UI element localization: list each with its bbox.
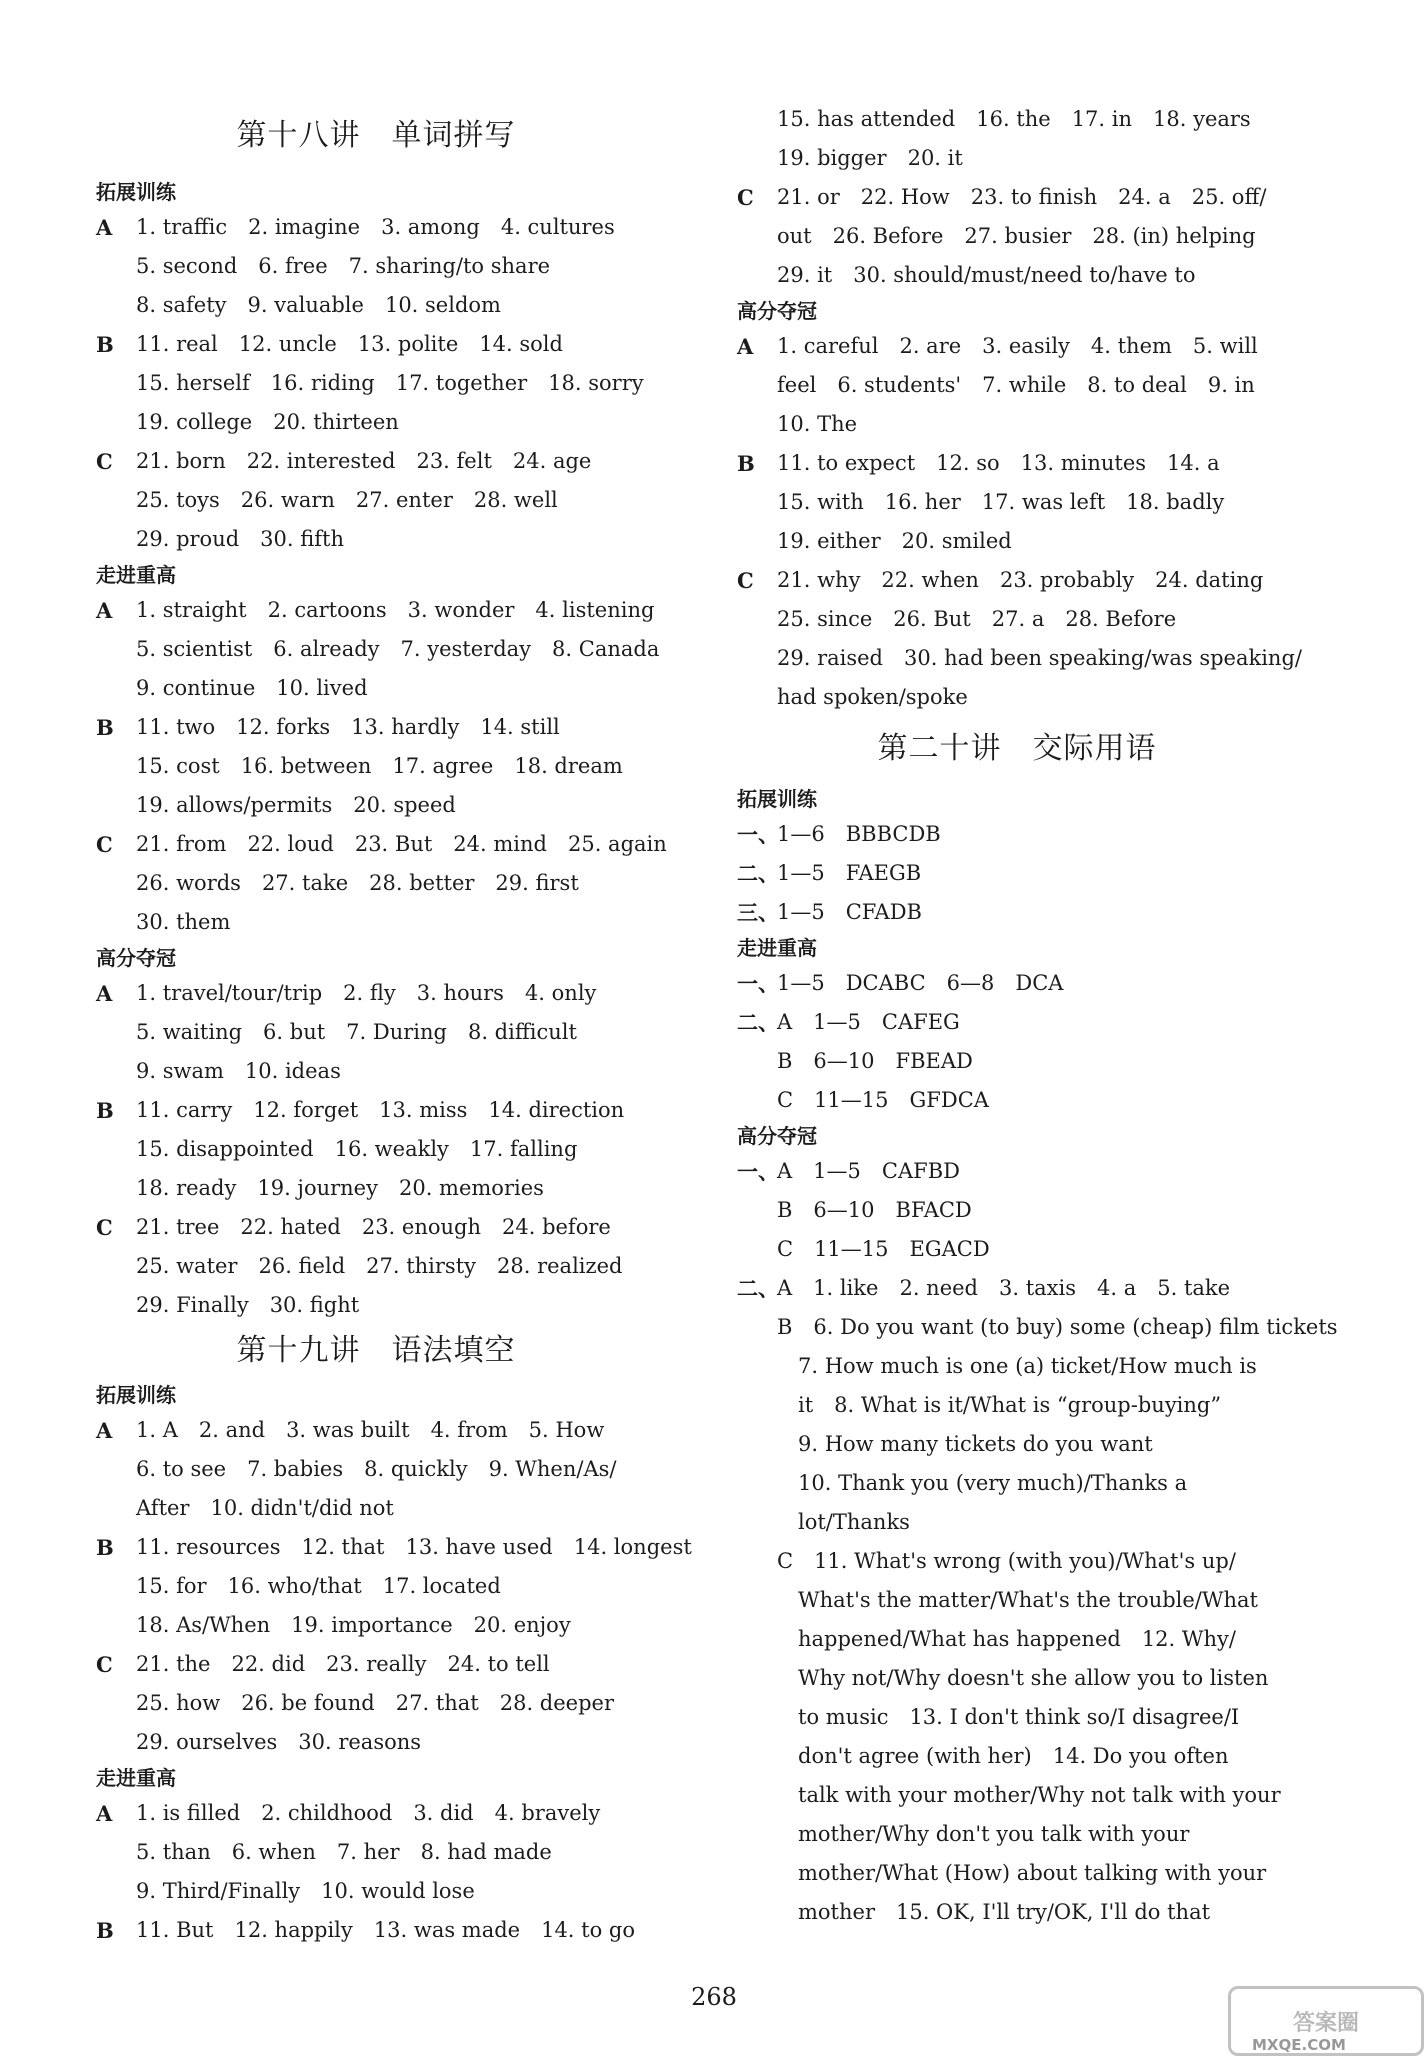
answer-line	[737, 256, 1297, 295]
answer-line	[737, 1776, 1297, 1815]
sub-label: B	[737, 451, 755, 476]
answer-text: After 10. didn't/did not	[136, 1496, 394, 1520]
answer-text: What's the matter/What's the trouble/What	[777, 1588, 1258, 1612]
answer-line	[96, 669, 656, 708]
sub-label: A	[737, 334, 754, 359]
answer-text: 1. traffic 2. imagine 3. among 4. cultures	[136, 215, 615, 239]
answer-line	[96, 1169, 656, 1208]
lecture-20-title: 第二十讲 交际用语	[877, 731, 1157, 766]
answer-text: 29. raised 30. had been speaking/was speaking/	[777, 646, 1302, 670]
answer-text: 21. born 22. interested 23. felt 24. age	[136, 449, 592, 473]
answer-line	[96, 786, 656, 825]
answer-line	[737, 854, 1297, 893]
answer-line	[737, 1386, 1297, 1425]
answer-text: 29. ourselves 30. reasons	[136, 1730, 422, 1754]
answer-line	[96, 1489, 656, 1528]
answer-text: mother 15. OK, I'll try/OK, I'll do that	[777, 1900, 1211, 1924]
answer-line	[737, 964, 1297, 1003]
answer-text: 5. than 6. when 7. her 8. had made	[136, 1840, 552, 1864]
answer-text: 19. either 20. smiled	[777, 529, 1012, 553]
lecture-19-title: 第十九讲 语法填空	[236, 1333, 516, 1368]
answer-line	[96, 864, 656, 903]
answer-line	[737, 366, 1297, 405]
answer-text: 11. two 12. forks 13. hardly 14. still	[136, 715, 560, 739]
answer-line	[96, 1645, 656, 1684]
answer-line	[737, 139, 1297, 178]
answer-text: A 1—5 CAFBD	[777, 1159, 960, 1183]
answer-text: 19. college 20. thirteen	[136, 410, 399, 434]
answer-list	[96, 1411, 692, 1762]
answer-list	[737, 815, 1297, 932]
answer-line	[96, 974, 656, 1013]
answer-line	[96, 1872, 656, 1911]
sub-label: 一、	[737, 822, 779, 847]
answer-line	[96, 630, 660, 669]
sub-label: 二、	[737, 1010, 779, 1035]
answer-text: talk with your mother/Why not talk with your	[777, 1783, 1281, 1807]
sub-label: 一、	[737, 971, 779, 996]
answer-line	[737, 1581, 1297, 1620]
answer-line	[737, 1698, 1297, 1737]
answer-text: mother/Why don't you talk with your	[777, 1822, 1190, 1846]
sub-label: C	[96, 832, 113, 857]
answer-text: 18. ready 19. journey 20. memories	[136, 1176, 544, 1200]
answer-text: 15. herself 16. riding 17. together 18. sorry	[136, 371, 644, 395]
sub-label: A	[96, 215, 113, 240]
answer-text: 1—6 BBBCDB	[777, 822, 941, 846]
answer-line	[96, 1794, 656, 1833]
answer-text: 11. But 12. happily 13. was made 14. to go	[136, 1918, 636, 1942]
answer-line	[96, 1528, 692, 1567]
answer-text: 29. proud 30. fifth	[136, 527, 344, 551]
answer-line	[737, 1347, 1297, 1386]
answer-line	[737, 100, 1297, 139]
answer-text: happened/What has happened 12. Why/	[777, 1627, 1236, 1651]
answer-line	[96, 1052, 656, 1091]
answer-line	[737, 815, 1297, 854]
answer-text: feel 6. students' 7. while 8. to deal 9. in	[777, 373, 1255, 397]
answer-text: C 11—15 GFDCA	[777, 1088, 989, 1112]
answer-line	[737, 1737, 1297, 1776]
answer-line	[96, 1567, 656, 1606]
sub-label: 三、	[737, 900, 779, 925]
answer-text: mother/What (How) about talking with your	[777, 1861, 1267, 1885]
answer-list	[96, 1794, 656, 1950]
answer-text: 11. resources 12. that 13. have used 14. longest	[136, 1535, 692, 1559]
answer-text: 15. for 16. who/that 17. located	[136, 1574, 501, 1598]
answer-text: had spoken/spoke	[777, 685, 968, 709]
answer-list	[737, 100, 1297, 295]
answer-text: Why not/Why doesn't she allow you to listen	[777, 1666, 1269, 1690]
answer-text: 7. How much is one (a) ticket/How much is	[777, 1354, 1257, 1378]
answer-line	[737, 1003, 1297, 1042]
section-title-expand: 拓展训练	[737, 787, 817, 811]
sub-label: 二、	[737, 1276, 779, 1301]
answer-text: 26. words 27. take 28. better 29. first	[136, 871, 579, 895]
answer-text: out 26. Before 27. busier 28. (in) helping	[777, 224, 1256, 248]
answer-line	[737, 178, 1297, 217]
answer-text: 21. or 22. How 23. to finish 24. a 25. off/	[777, 185, 1267, 209]
sub-label: C	[737, 185, 754, 210]
answer-text: 21. tree 22. hated 23. enough 24. before	[136, 1215, 611, 1239]
answer-text: 29. it 30. should/must/need to/have to	[777, 263, 1196, 287]
answer-line	[96, 325, 656, 364]
answer-text: don't agree (with her) 14. Do you often	[777, 1744, 1229, 1768]
section-title-expand: 拓展训练	[96, 1383, 176, 1407]
answer-text: A 1. like 2. need 3. taxis 4. a 5. take	[777, 1276, 1231, 1300]
sub-label: C	[96, 1215, 113, 1240]
answer-text: A 1—5 CAFEG	[777, 1010, 960, 1034]
sub-label: 一、	[737, 1159, 779, 1184]
answer-line	[96, 247, 656, 286]
answer-text: 19. allows/permits 20. speed	[136, 793, 456, 817]
watermark-url: MXQE.COM	[1252, 2036, 1346, 2054]
answer-text: B 6—10 FBEAD	[777, 1049, 973, 1073]
answer-text: 5. waiting 6. but 7. During 8. difficult	[136, 1020, 577, 1044]
answer-text: B 6—10 BFACD	[777, 1198, 972, 1222]
answer-line	[96, 481, 656, 520]
answer-line	[96, 825, 667, 864]
section-title-top: 高分夺冠	[737, 299, 817, 323]
answer-line	[737, 639, 1302, 678]
answer-text: to music 13. I don't think so/I disagree/I	[777, 1705, 1240, 1729]
answer-list	[96, 208, 656, 559]
answer-text: 25. water 26. field 27. thirsty 28. realized	[136, 1254, 623, 1278]
answer-line	[96, 520, 656, 559]
lecture-18-title: 第十八讲 单词拼写	[236, 118, 516, 153]
answer-text: 8. safety 9. valuable 10. seldom	[136, 293, 501, 317]
answer-line	[737, 1542, 1297, 1581]
answer-text: 1. is filled 2. childhood 3. did 4. bravely	[136, 1801, 601, 1825]
answer-line	[737, 1893, 1297, 1932]
section-title-advance: 走进重高	[96, 563, 176, 587]
answer-text: 10. The	[777, 412, 858, 436]
answer-line	[96, 208, 656, 247]
answer-text: C 11—15 EGACD	[777, 1237, 990, 1261]
answer-text: 9. How many tickets do you want	[777, 1432, 1153, 1456]
answer-text: 1. A 2. and 3. was built 4. from 5. How	[136, 1418, 605, 1442]
watermark-logo: 答案圈	[1228, 1986, 1424, 2056]
answer-line	[96, 403, 656, 442]
answer-line	[737, 1042, 1297, 1081]
answer-line	[96, 1833, 656, 1872]
answer-text: 15. cost 16. between 17. agree 18. dream	[136, 754, 623, 778]
answer-line	[737, 1191, 1297, 1230]
answer-line	[737, 1152, 1297, 1191]
answer-line	[737, 1464, 1297, 1503]
page-number: 268	[691, 1983, 737, 2011]
answer-list	[737, 327, 1302, 717]
answer-line	[96, 747, 656, 786]
answer-text: 11. real 12. uncle 13. polite 14. sold	[136, 332, 563, 356]
sub-label: B	[96, 1535, 114, 1560]
answer-line	[96, 1411, 656, 1450]
answer-line	[737, 600, 1297, 639]
answer-text: 1—5 DCABC 6—8 DCA	[777, 971, 1064, 995]
answer-line	[96, 286, 656, 325]
answer-text: 1. travel/tour/trip 2. fly 3. hours 4. only	[136, 981, 597, 1005]
answer-text: 30. them	[136, 910, 231, 934]
answer-text: 15. with 16. her 17. was left 18. badly	[777, 490, 1225, 514]
answer-text: 6. to see 7. babies 8. quickly 9. When/As/	[136, 1457, 617, 1481]
answer-line	[96, 1450, 656, 1489]
answer-line	[737, 1854, 1297, 1893]
sub-label: B	[96, 1098, 114, 1123]
answer-text: C 11. What's wrong (with you)/What's up/	[777, 1549, 1236, 1573]
answer-text: 1. straight 2. cartoons 3. wonder 4. listening	[136, 598, 655, 622]
answer-text: 18. As/When 19. importance 20. enjoy	[136, 1613, 571, 1637]
section-title-advance: 走进重高	[737, 936, 817, 960]
sub-label: C	[96, 449, 113, 474]
answer-line	[737, 444, 1297, 483]
answer-line	[737, 483, 1297, 522]
answer-line	[737, 1815, 1297, 1854]
answer-text: 15. disappointed 16. weakly 17. falling	[136, 1137, 578, 1161]
answer-line	[96, 1723, 656, 1762]
sub-label: A	[96, 1801, 113, 1826]
answer-line	[737, 405, 1297, 444]
sub-label: B	[96, 715, 114, 740]
answer-line	[737, 1269, 1297, 1308]
sub-label: C	[96, 1652, 113, 1677]
answer-line	[737, 217, 1297, 256]
answer-text: 21. why 22. when 23. probably 24. dating	[777, 568, 1264, 592]
answer-text: 15. has attended 16. the 17. in 18. years	[777, 107, 1251, 131]
answer-line	[737, 1503, 1297, 1542]
answer-line	[737, 561, 1297, 600]
answer-text: 21. the 22. did 23. really 24. to tell	[136, 1652, 550, 1676]
answer-text: it 8. What is it/What is “group-buying”	[777, 1393, 1222, 1417]
answer-line	[737, 1620, 1297, 1659]
answer-text: 5. scientist 6. already 7. yesterday 8. Canada	[136, 637, 660, 661]
answer-text: B 6. Do you want (to buy) some (cheap) film tickets	[777, 1315, 1338, 1339]
answer-line	[96, 1606, 656, 1645]
section-title-expand: 拓展训练	[96, 180, 176, 204]
answer-list	[737, 1152, 1338, 1932]
answer-text: lot/Thanks	[777, 1510, 910, 1534]
answer-text: 9. continue 10. lived	[136, 676, 368, 700]
answer-line	[737, 1081, 1297, 1120]
answer-line	[737, 522, 1297, 561]
answer-text: 25. how 26. be found 27. that 28. deeper	[136, 1691, 615, 1715]
answer-text: 9. swam 10. ideas	[136, 1059, 341, 1083]
answer-text: 5. second 6. free 7. sharing/to share	[136, 254, 551, 278]
sub-label: C	[737, 568, 754, 593]
answer-line	[96, 1130, 656, 1169]
answer-line	[737, 1659, 1297, 1698]
sub-label: A	[96, 598, 113, 623]
sub-label: A	[96, 981, 113, 1006]
answer-text: 1—5 CFADB	[777, 900, 922, 924]
answer-text: 11. carry 12. forget 13. miss 14. direction	[136, 1098, 625, 1122]
sub-label: B	[96, 332, 114, 357]
answer-text: 1—5 FAEGB	[777, 861, 922, 885]
answer-text: 25. toys 26. warn 27. enter 28. well	[136, 488, 558, 512]
answer-line	[737, 327, 1297, 366]
answer-line	[737, 1230, 1297, 1269]
sub-label: 二、	[737, 861, 779, 886]
section-title-advance: 走进重高	[96, 1766, 176, 1790]
section-title-top: 高分夺冠	[96, 946, 176, 970]
answer-text: 1. careful 2. are 3. easily 4. them 5. will	[777, 334, 1258, 358]
answer-line	[96, 1013, 656, 1052]
answer-line	[737, 678, 1297, 717]
answer-line	[96, 1286, 656, 1325]
answer-text: 11. to expect 12. so 13. minutes 14. a	[777, 451, 1220, 475]
answer-line	[96, 903, 656, 942]
left-column	[96, 0, 692, 1943]
answer-text: 19. bigger 20. it	[777, 146, 963, 170]
answer-line	[96, 1091, 656, 1130]
answer-line	[737, 1425, 1297, 1464]
lecture18-header	[96, 0, 656, 153]
answer-line	[96, 591, 656, 630]
answer-line	[96, 1684, 656, 1723]
answer-list	[96, 974, 656, 1325]
answer-text: 10. Thank you (very much)/Thanks a	[777, 1471, 1188, 1495]
answer-text: 9. Third/Finally 10. would lose	[136, 1879, 475, 1903]
answer-line	[737, 893, 1297, 932]
answer-text: 25. since 26. But 27. a 28. Before	[777, 607, 1177, 631]
answer-list	[96, 591, 667, 942]
sub-label: A	[96, 1418, 113, 1443]
answer-text: 29. Finally 30. fight	[136, 1293, 360, 1317]
answer-text: 21. from 22. loud 23. But 24. mind 25. again	[136, 832, 667, 856]
sub-label: B	[96, 1918, 114, 1943]
answer-line	[96, 364, 656, 403]
answer-line	[737, 1308, 1338, 1347]
section-title-top: 高分夺冠	[737, 1124, 817, 1148]
answer-line	[96, 1208, 656, 1247]
answer-line	[96, 1247, 656, 1286]
answer-list	[737, 964, 1297, 1120]
answer-line	[96, 1911, 656, 1950]
answer-line	[96, 708, 656, 747]
answer-line	[96, 442, 656, 481]
